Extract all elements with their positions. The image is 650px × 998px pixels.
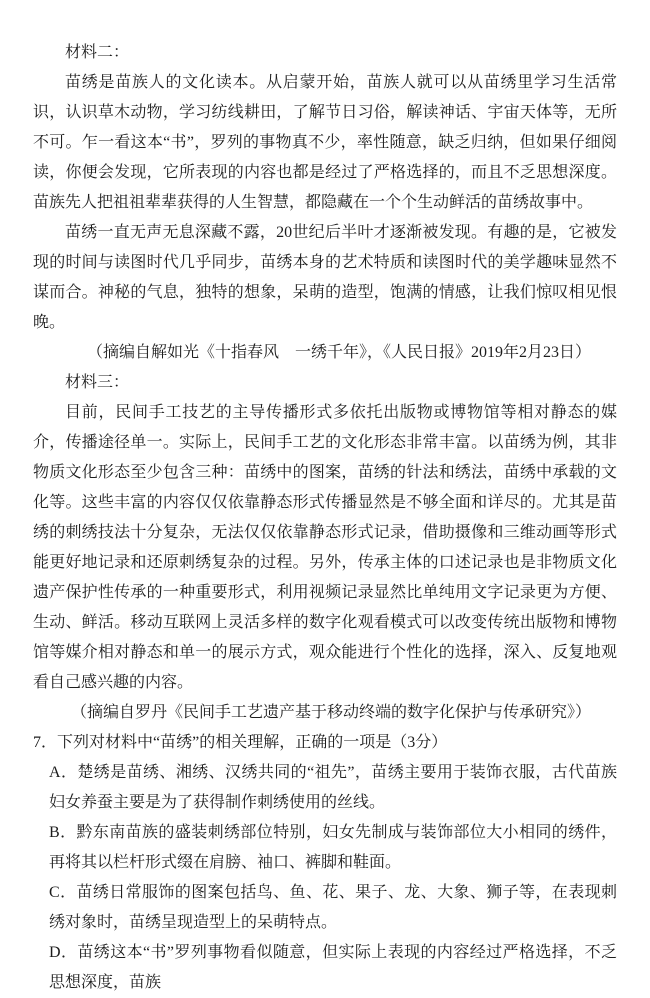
question-7-stem: 下列对材料中“苗绣”的相关理解，正确的一项是（3分） [57,734,448,751]
question-7-option-b [49,818,617,878]
material-two-paragraph-1: 苗绣是苗族人的文化读本。从启蒙开始，苗族人就可以从苗绣里学习生活常识，认识草木动物，学习纺线耕田，了解节日习俗，解读神话、宇宙天体等，无所不可。乍一看这本“书”，罗列的事物真不少，率性随意，缺乏归纳，但如果仔细阅读，你便会发现，它所表现的内容也都是经过了严格选择的，而且不乏思想深度。苗族先人把祖祖辈辈获得的人生智慧，都隐藏在一个个生动鲜活的苗绣故事中。 [33,74,617,211]
material-three-paragraph-1: 目前，民间手工技艺的主导传播形式多依托出版物或博物馆等相对静态的媒介，传播途径单一。实际上，民间手工艺的文化形态非常丰富。以苗绣为例，其非物质文化形态至少包含三种：苗绣中的图案，苗绣的针法和绣法，苗绣中承载的文化等。这些丰富的内容仅仅依靠静态形式传播显然是不够全面和详尽的。尤其是苗绣的刺绣技法十分复杂，无法仅仅依靠静态形式记录，借助摄像和三维动画等形式能更好地记录和还原刺绣复杂的过程。另外，传承主体的口述记录也是非物质文化遗产保护性传承的一种重要形式，利用视频记录显然比单纯用文字记录更为方便、生动、鲜活。移动互联网上灵活多样的数字化观看模式可以改变传统出版物和博物馆等媒介相对静态和单一的展示方式，观众能进行个性化的选择，深入、反复地观看自己感兴趣的内容。 [33,404,617,691]
material-three-heading: 材料三： [65,374,130,391]
option-c-label: C． [49,884,77,901]
option-d-label: D． [49,944,78,961]
question-7-option-c [49,878,617,938]
question-7-section [33,728,617,998]
material-three-citation: （摘编自罗丹《民间手工艺遗产基于移动终端的数字化保护与传承研究》） [70,704,591,721]
material-two-section [33,38,617,368]
option-b-text: 黔东南苗族的盛装刺绣部位特别，妇女先制成与装饰部位大小相同的绣件，再将其以栏杆形式缀在肩膀、袖口、裤脚和鞋面。 [49,824,617,871]
option-a-text: 楚绣是苗绣、湘绣、汉绣共同的“祖先”，苗绣主要用于装饰衣服，古代苗族妇女养蚕主要是为了获得制作刺绣使用的丝线。 [49,764,617,811]
material-two-heading: 材料二： [65,44,130,61]
option-c-text: 苗绣日常服饰的图案包括鸟、鱼、花、果子、龙、大象、狮子等，在表现刺绣对象时，苗绣呈现造型上的呆萌特点。 [49,884,617,931]
material-two-paragraph-2: 苗绣一直无声无息深藏不露，20世纪后半叶才逐渐被发现。有趣的是，它被发现的时间与读图时代几乎同步，苗绣本身的艺术特质和读图时代的美学趣味显然不谋而合。神秘的气息，独特的想象，呆萌的造型，饱满的情感，让我们惊叹相见恨晚。 [33,224,617,331]
question-7-number: 7． [33,734,58,751]
option-d-text: 苗绣这本“书”罗列事物看似随意，但实际上表现的内容经过严格选择，不乏思想深度，苗族 [49,944,617,991]
option-a-label: A． [49,764,78,781]
question-7-stem-line [33,728,617,758]
material-three-section [33,368,617,728]
material-two-citation: （摘编自解如光《十指春风 一绣千年》，《人民日报》2019年2月23日） [86,344,591,361]
option-b-label: B． [49,824,77,841]
question-7-option-a [49,758,617,818]
question-7-option-d [49,938,617,998]
